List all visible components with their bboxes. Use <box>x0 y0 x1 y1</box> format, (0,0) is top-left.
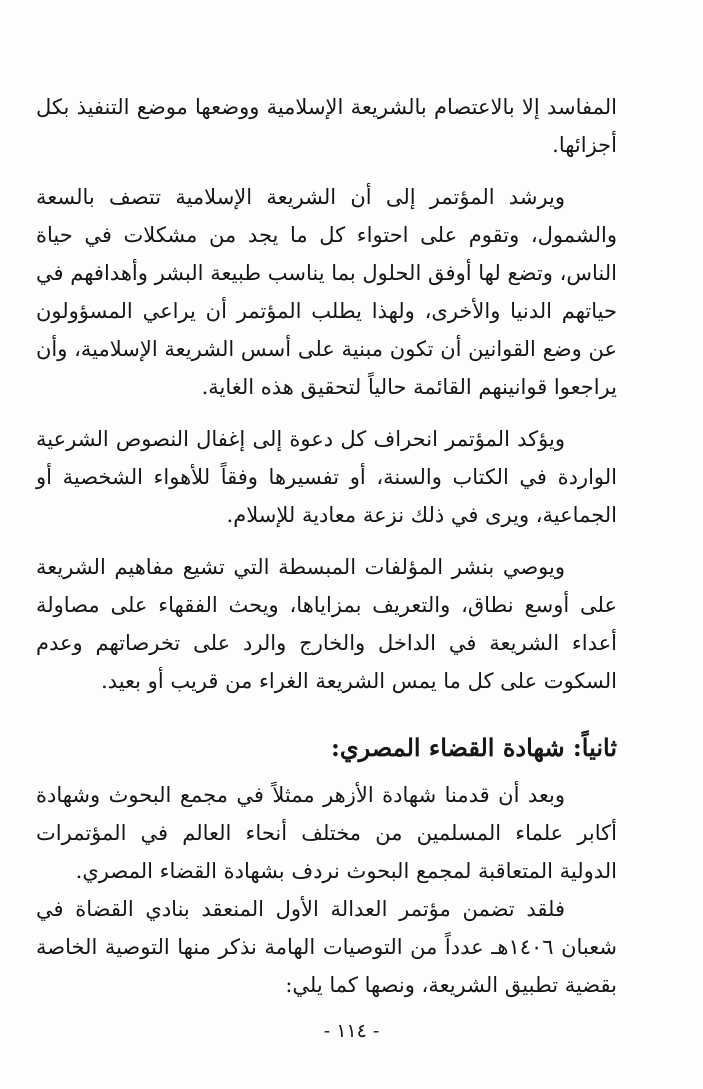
paragraph-1: المفاسد إلا بالاعتصام بالشريعة الإسلامية ووضعها موضع التنفيذ بكل أجزائها. <box>36 95 617 157</box>
paragraph-5: وبعد أن قدمنا شهادة الأزهر ممثلاً في مجمع البحوث وشهادة أكابر علماء المسلمين من مختلف أنحاء العالم في المؤتمرات الدولية المتعاقبة لمجمع البحوث نردف بشهادة القضاء المصري. <box>36 783 617 883</box>
page-body <box>36 88 617 1004</box>
paragraph-4: ويوصي بنشر المؤلفات المبسطة التي تشيع مفاهيم الشريعة على أوسع نطاق، والتعريف بمزاياها، ويحث الفقهاء على مصاولة أعداء الشريعة في الداخل والخارج والرد على تخرصاتهم وعدم السكوت على كل ما يمس الشريعة الغراء من قريب أو بعيد. <box>36 555 617 693</box>
paragraph-3: ويؤكد المؤتمر انحراف كل دعوة إلى إغفال النصوص الشرعية الواردة في الكتاب والسنة، أو تفسيرها وفقاً للأهواء الشخصية أو الجماعية، ويرى في ذلك نزعة معادية للإسلام. <box>36 427 617 527</box>
section-heading: ثانياً: شهادة القضاء المصري: <box>331 733 617 762</box>
paragraph-6: فلقد تضمن مؤتمر العدالة الأول المنعقد بنادي القضاة في شعبان ١٤٠٦هـ عدداً من التوصيات الهامة نذكر منها التوصية الخاصة بقضية تطبيق الشريعة، ونصها كما يلي: <box>36 897 617 997</box>
page-number: - ١١٤ - <box>323 1020 380 1042</box>
paragraph-2: ويرشد المؤتمر إلى أن الشريعة الإسلامية تتصف بالسعة والشمول، وتقوم على احتواء كل ما يجد من مشكلات في حياة الناس، وتضع لها أوفق الحلول بما يناسب طبيعة البشر وأهدافهم في حياتهم الدنيا والأخرى، ولهذا يطلب المؤتمر أن يراعي المسؤولون عن وضع القوانين أن تكون مبنية على أسس الشريعة الإسلامية، وأن يراجعوا قوانينهم القائمة حالياً لتحقيق هذه الغاية. <box>36 185 617 399</box>
